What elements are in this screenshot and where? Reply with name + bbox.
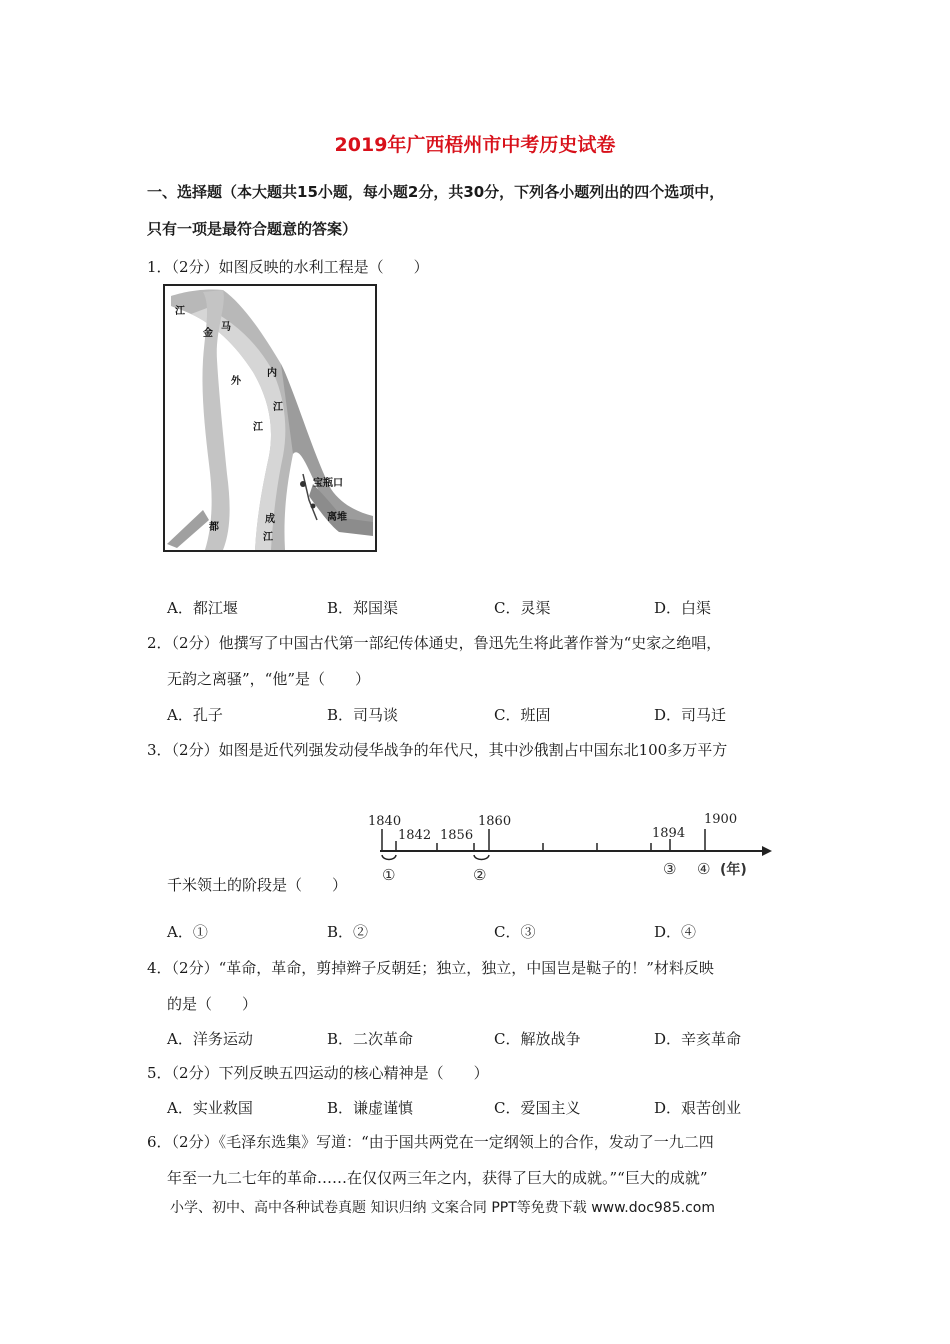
question-6-stem-line2: 年至一九二七年的革命……在仅仅两三年之内，获得了巨大的成就。”“巨大的成就” [167, 1169, 708, 1187]
question-6-stem-line1: 6．（2分）《毛泽东选集》写道：“由于国共两党在一定纲领上的合作，发动了一九二四 [147, 1133, 714, 1151]
q5-option-d[interactable]: D．艰苦创业 [654, 1099, 742, 1117]
page-footer: 小学、初中、高中各种试卷真题 知识归纳 文案合同 PPT等免费下载 www.doc985.com [170, 1200, 715, 1216]
timeline-marker-1: ① [382, 866, 396, 884]
q3-option-d[interactable]: D．④ [654, 923, 697, 941]
map-label-baopingkou: 宝瓶口 [313, 478, 343, 489]
map-label-lidui: 离堆 [327, 512, 347, 523]
timeline-year-1840: 1840 [368, 814, 402, 829]
q1-option-b[interactable]: B．郑国渠 [327, 599, 399, 617]
q2-option-c[interactable]: C．班固 [494, 706, 551, 724]
map-label-jiang-3: 江 [253, 422, 263, 433]
timeline-year-1894: 1894 [652, 826, 686, 841]
q3-option-b[interactable]: B．② [327, 923, 369, 941]
map-label-jiang-2: 江 [273, 402, 283, 413]
timeline-year-1842: 1842 [398, 828, 432, 843]
timeline-figure [360, 805, 790, 890]
q4-option-b[interactable]: B．二次革命 [327, 1030, 414, 1048]
map-label-cheng: 成 [265, 514, 275, 525]
q4-option-c[interactable]: C．解放战争 [494, 1030, 581, 1048]
q2-option-b[interactable]: B．司马谈 [327, 706, 399, 724]
section-heading-line1: 一、选择题（本大题共15小题，每小题2分，共30分，下列各小题列出的四个选项中， [147, 183, 725, 201]
q1-option-c[interactable]: C．灵渠 [494, 599, 551, 617]
dujiangyan-map [163, 284, 377, 552]
question-2-stem-line2: 无韵之离骚”，“他”是（ ） [167, 670, 371, 688]
q5-option-c[interactable]: C．爱国主义 [494, 1099, 581, 1117]
page-title: 2019年广西梧州市中考历史试卷 [334, 134, 616, 156]
section-heading-line2: 只有一项是最符合题意的答案） [147, 220, 358, 238]
timeline-brace-2 [474, 855, 489, 860]
map-label-jiang-4: 江 [263, 532, 273, 543]
question-3-stem-line2: 千米领土的阶段是（ ） [167, 876, 348, 894]
q2-option-d[interactable]: D．司马迁 [654, 706, 727, 724]
timeline-year-1856: 1856 [440, 828, 474, 843]
timeline-marker-4: ④ [697, 860, 711, 878]
map-label-jiang-1: 江 [175, 306, 185, 317]
q5-option-b[interactable]: B．谦虚谨慎 [327, 1099, 414, 1117]
q4-option-a[interactable]: A．洋务运动 [167, 1030, 253, 1048]
question-2-stem-line1: 2．（2分）他撰写了中国古代第一部纪传体通史，鲁迅先生将此著作誉为“史家之绝唱， [147, 634, 722, 652]
question-5-stem: 5．（2分）下列反映五四运动的核心精神是（ ） [147, 1064, 489, 1082]
timeline-arrow [762, 846, 772, 856]
question-4-stem-line2: 的是（ ） [167, 995, 258, 1013]
q5-option-a[interactable]: A．实业救国 [167, 1099, 253, 1117]
q2-option-a[interactable]: A．孔子 [167, 706, 223, 724]
map-label-wai: 外 [231, 376, 241, 387]
map-label-du: 都 [209, 522, 219, 533]
timeline-brace-1 [382, 855, 396, 860]
q1-option-d[interactable]: D．白渠 [654, 599, 712, 617]
timeline-marker-3: ③ [663, 860, 677, 878]
q3-option-c[interactable]: C．③ [494, 923, 536, 941]
map-label-ma: 马 [221, 322, 231, 333]
map-label-jin: 金 [203, 328, 213, 339]
timeline-marker-2: ② [473, 866, 487, 884]
q4-option-d[interactable]: D．辛亥革命 [654, 1030, 742, 1048]
timeline-unit: (年) [720, 862, 747, 878]
timeline-year-1900: 1900 [704, 812, 738, 827]
question-4-stem-line1: 4．（2分）“革命，革命，剪掉辫子反朝廷；独立，独立，中国岂是鞑子的！”材料反映 [147, 959, 714, 977]
question-3-stem-line1: 3．（2分）如图是近代列强发动侵华战争的年代尺，其中沙俄割占中国东北100多万平方 [147, 741, 728, 759]
q1-option-a[interactable]: A．都江堰 [167, 599, 238, 617]
question-1-stem: 1．（2分）如图反映的水利工程是（ ） [147, 258, 429, 276]
map-label-nei: 内 [267, 368, 277, 379]
timeline-year-1860: 1860 [478, 814, 512, 829]
q3-option-a[interactable]: A．① [167, 923, 208, 941]
